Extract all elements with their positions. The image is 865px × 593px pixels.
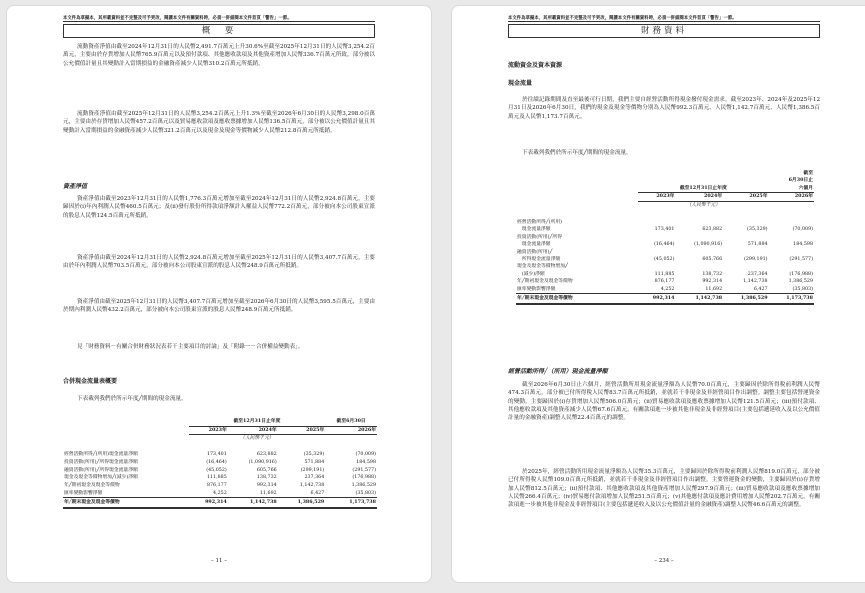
table-row — [516, 234, 814, 241]
table-row — [516, 271, 814, 278]
cell-value: (70,009) — [792, 227, 813, 233]
paragraph-6: 見「財務資料－有關合併財務狀況表若干主要項目的討論」及「附錄一－合併權益變動表」。 — [77, 344, 304, 350]
cell-value: (16,464) — [653, 242, 675, 248]
cell-value: (16,464) — [206, 459, 227, 465]
row-label: 匯率變動影響淨額 — [64, 490, 103, 496]
cell-value — [675, 219, 723, 226]
cell-value: 173,401 — [206, 452, 227, 458]
cell-value — [638, 263, 675, 270]
row-label: 年╱期末現金及現金等價物 — [63, 498, 189, 508]
cell-value: (35,803) — [355, 490, 376, 496]
row-label: 融資活動(所用)╱ — [517, 249, 553, 255]
cell-value: (35,803) — [792, 286, 813, 292]
cell-value: (70,009) — [355, 452, 376, 458]
year-header: 2025年 — [723, 193, 768, 201]
table-group-header: 截至12月31日止年度 — [189, 418, 326, 426]
cell-value — [675, 249, 723, 256]
row-label: 匯率變動影響淨額 — [517, 286, 556, 292]
cell-value: 1,386,529 — [351, 482, 376, 488]
cell-value: (299,191) — [743, 257, 768, 263]
cell-value: 1,173,738 — [769, 294, 814, 304]
cell-value: (35,329) — [303, 452, 325, 458]
cash-flow-table — [516, 170, 814, 305]
cell-value: (35,329) — [747, 227, 768, 233]
table-total-row — [63, 498, 377, 508]
paragraph-2: 下表載列我們於所示年度╱期間的現金流量。 — [522, 150, 632, 156]
cell-value: 571,884 — [747, 242, 768, 248]
cell-value — [769, 249, 814, 256]
row-label: 現金及現金等價物增加╱ — [517, 264, 568, 270]
cell-value: 605,766 — [702, 257, 723, 263]
cell-value: (45,052) — [653, 257, 675, 263]
cell-value: (1,090,916) — [248, 459, 277, 465]
cell-value — [638, 249, 675, 256]
cell-value — [638, 234, 675, 241]
cell-value: 4,252 — [213, 490, 227, 496]
header-rule — [63, 21, 375, 22]
cell-value: 11,692 — [705, 286, 723, 292]
cell-value: (291,577) — [789, 257, 813, 263]
cell-value — [723, 234, 768, 241]
year-header: 2024年 — [675, 193, 723, 201]
cell-value: 1,142,738 — [228, 498, 278, 508]
row-label: 現金流量淨額 — [517, 227, 551, 233]
cell-value: 876,177 — [654, 279, 675, 285]
table-row — [516, 241, 814, 248]
cell-value: 138,732 — [702, 271, 723, 277]
paragraph-3: 資產淨值由截至2023年12月31日的人民幣1,776.3百萬元增加至截至2024年12月31日的人民幣2,924.8百萬元，主要歸因於(i)年內利潤人民幣460.5百萬元；及(ii)發行股份所得款項淨額計入權益人民幣772.2百萬元，部分被向本公司股東宣派的股息人民幣124.5百萬元所抵銷。 — [63, 196, 375, 219]
row-label: 經營活動所得╱(所用) — [517, 220, 563, 226]
cell-value: 876,177 — [206, 482, 227, 488]
row-label: 投資活動(所用)╱所得現金流量淨額 — [64, 459, 138, 465]
heading-net-assets: 資產淨值 — [63, 183, 88, 190]
heading-operating-cash-flow: 經營活動所得╱（所用）現金流量淨額 — [508, 368, 608, 375]
cell-value: 111,885 — [206, 475, 227, 481]
last-header-line-3: 六個月 — [769, 185, 814, 193]
row-label: 現金流量淨額 — [517, 242, 551, 248]
table-row — [516, 256, 814, 263]
row-label: 經營活動所得╱(所用)現金流量淨額 — [64, 452, 138, 458]
paragraph-1: 於往績記錄期間及直至最後可行日期，我們主要自經營活動所得現金撥付現金需求。截至2023年、2024年及2025年12月31日及2026年6月30日，我們的現金及現金等價物分別為人民幣992.3百萬元、人民幣1,142.7百萬元、人民幣1,386.5百萬元及人民幣1,173.7百萬元。 — [508, 97, 820, 120]
page-right — [451, 5, 865, 583]
table-row — [63, 467, 377, 475]
cell-value — [675, 263, 723, 270]
cell-value: 992,314 — [189, 498, 228, 508]
cell-value: 992,314 — [702, 279, 723, 285]
last-header-line-1: 截至 — [803, 170, 813, 176]
last-header-line-2: 6月30日止 — [788, 177, 813, 184]
row-label: 所得現金流量淨額 — [517, 257, 561, 263]
cell-value: (299,191) — [300, 467, 325, 473]
year-header: 2023年 — [638, 193, 675, 201]
cell-value: 6,427 — [310, 490, 325, 496]
table-row — [516, 278, 814, 285]
cell-value: 237,364 — [304, 475, 325, 481]
cell-value: 1,173,738 — [325, 498, 377, 508]
cell-value: 1,142,738 — [743, 279, 768, 285]
cell-value: 1,386,529 — [278, 498, 326, 508]
cell-value — [769, 219, 814, 226]
paragraph-7: 下表載列我們於所示年度╱期間的現金流量。 — [77, 396, 187, 402]
unit-label: （人民幣千元） — [686, 202, 721, 208]
cell-value — [769, 263, 814, 270]
cell-value: (291,577) — [352, 467, 376, 473]
paragraph-5: 資產淨值由截至2025年12月31日的人民幣3,407.7百萬元增加至截至2026年6月30日的人民幣3,595.5百萬元，主要由於期內利潤人民幣432.2百萬元，部分被向本公司股東宣派的股息人民幣248.9百萬元所抵銷。 — [63, 299, 375, 314]
heading-cash-flows: 現金流量 — [508, 80, 533, 87]
year-header: 2026年 — [325, 426, 377, 435]
table-row — [516, 219, 814, 226]
cell-value: 173,401 — [654, 227, 675, 233]
cell-value: 184,598 — [793, 242, 813, 248]
cell-value: 571,884 — [304, 459, 325, 465]
table-row — [516, 263, 814, 270]
heading-cash-flow-summary: 合併現金流量表概要 — [63, 378, 118, 385]
table-last-header: 截至6月30日 — [325, 418, 377, 426]
paragraph-2: 流動資產淨值由截至2025年12月31日的人民幣3,254.2百萬元上升1.3%至截至2026年6月30日的人民幣3,298.0百萬元，主要由於存貨增加人民幣457.2百萬元以及貿易應收款項及應收票據增加人民幣136.5百萬元，部分被以公允價值計量且其變動計入當期損益的金融資產減少人民幣321.2百萬元以及現金及現金等價物減少人民幣212.8百萬元所抵銷。 — [63, 111, 375, 134]
row-label: 年╱期初現金及現金等價物 — [517, 279, 573, 285]
table-row — [63, 474, 377, 482]
cell-value — [769, 234, 814, 241]
table-row — [516, 249, 814, 256]
year-header: 2025年 — [278, 426, 326, 435]
page-header: 本文件為草擬本，其所載資料並不完整及可予更改，閱讀本文件有關資料時，必須一併細閱本文件首頁「警告」一節。 — [63, 16, 292, 21]
page-header: 本文件為草擬本，其所載資料並不完整及可予更改，閱讀本文件有關資料時，必須一併細閱本文件首頁「警告」一節。 — [508, 16, 737, 21]
cell-value: 184,598 — [356, 459, 376, 465]
page-number: – 11 – — [211, 558, 227, 564]
section-title: 概 要 — [63, 24, 375, 38]
paragraph-4: 於2025年，經營活動所用現金流量淨額為人民幣35.3百萬元，主要歸因於除所得稅前利潤人民幣819.0百萬元，部分被已付所得稅人民幣109.0百萬元所抵銷，並就若干非現金及非經營項目作出調整。主要營運資金的變動，主要歸因於(i)存貨增加人民幣812.5百萬元；(ii)預付款項、其他應收款項及其他資產增加人民幣297.9百萬元；(iii)貿易應收款項及應收票據增加人民幣266.4百萬元；(iv)貿易應付款項增加人民幣251.5百萬元；(v)其他應付款項及應計費用增加人民幣202.7百萬元，有關款項進一步被其他非現金及非經營項目(主要包括遞延收入及以公允價值計量的金融資產)調整人民幣46.6百萬元的調整。 — [508, 469, 820, 509]
cell-value: 237,364 — [747, 271, 768, 277]
cell-value: 138,732 — [256, 475, 277, 481]
row-label: 年╱期末現金及現金等價物 — [516, 294, 638, 304]
table-row — [63, 451, 377, 459]
table-row — [63, 490, 377, 498]
cell-value: 4,252 — [660, 286, 675, 292]
cell-value — [723, 263, 768, 270]
year-header: 2026年 — [769, 193, 814, 201]
heading-liquidity: 流動資金及資本資源 — [508, 62, 563, 69]
paragraph-1: 流動資產淨值由截至2024年12月31日的人民幣2,491.7百萬元上升30.6%至截至2025年12月31日的人民幣3,254.2百萬元，主要由於存貨增加人民幣765.9百萬元以及預付款項、其他應收款項及其他資產增加人民幣336.7百萬元所致，部分被以公允價值計量且其變動計入當期損益的金融資產減少人民幣310.2百萬元所抵銷。 — [63, 44, 375, 67]
cell-value — [675, 234, 723, 241]
header-rule — [508, 21, 820, 22]
table-row — [516, 226, 814, 233]
section-title: 財務資料 — [508, 24, 820, 38]
page-left — [6, 5, 432, 583]
paragraph-3: 截至2026年6月30日止六個月，經營活動所用現金流量淨額為人民幣70.0百萬元，主要歸因於除所得稅前利潤人民幣474.3百萬元，部分被已付所得稅人民幣83.7百萬元所抵銷，並就若干非現金及非經營項目作出調整。調整主要包括營運資金的變動，主要歸因於(i)存貨增加人民幣506.0百萬元；(ii)貿易應收款項及應收票據增加人民幣121.5百萬元；(iii)預付款項、其他應收款項及其他資產減少人民幣67.6百萬元，有關款項進一步被其他非現金及非經營項目(主要包括遞延收入及以公允價值計量的金融資產)調整人民幣22.4百萬元的調整。 — [508, 382, 820, 422]
table-row — [516, 286, 814, 294]
row-label: 融資活動(所用)╱所得現金流量淨額 — [64, 467, 138, 473]
cell-value: 992,314 — [638, 294, 675, 304]
cell-value: 605,766 — [256, 467, 277, 473]
unit-label: （人民幣千元） — [240, 436, 274, 442]
cell-value: 1,142,738 — [675, 294, 723, 304]
cell-value — [638, 219, 675, 226]
cell-value: 1,386,529 — [788, 279, 813, 285]
row-label: 投資活動(所用)╱所得 — [517, 234, 563, 240]
cell-value: 111,885 — [654, 271, 675, 277]
cell-value: 11,692 — [259, 490, 277, 496]
cell-value: 1,386,529 — [723, 294, 768, 304]
year-header: 2023年 — [189, 426, 228, 435]
paragraph-4: 資產淨值由截至2024年12月31日的人民幣2,924.8百萬元增加至截至2025年12月31日的人民幣3,407.7百萬元，主要由於年內利潤人民幣703.5百萬元，部分被向本公司股東宣派的股息人民幣248.9百萬元所抵銷。 — [63, 255, 375, 270]
cell-value: 623,882 — [256, 452, 277, 458]
year-header: 2024年 — [228, 426, 278, 435]
row-label: (減少)淨額 — [517, 271, 545, 277]
cell-value: 6,427 — [753, 286, 768, 292]
row-label: 年╱期初現金及現金等價物 — [64, 482, 120, 488]
cell-value: 623,882 — [702, 227, 723, 233]
row-label: 現金及現金等價物增加╱(減少)淨額 — [64, 475, 138, 481]
cell-value: (45,052) — [206, 467, 227, 473]
cell-value: (176,988) — [352, 475, 376, 481]
table-row — [63, 482, 377, 490]
cell-value: (1,090,916) — [694, 242, 723, 248]
table-row — [63, 459, 377, 467]
page-number: – 234 – — [654, 558, 674, 564]
table-group-header: 截至12月31日止年度 — [638, 185, 769, 193]
table-total-row — [516, 294, 814, 304]
cash-flow-table — [63, 418, 377, 509]
cell-value — [723, 249, 768, 256]
cell-value: 1,142,738 — [299, 482, 325, 488]
cell-value: 992,314 — [256, 482, 277, 488]
cell-value — [723, 219, 768, 226]
cell-value: (176,988) — [789, 271, 813, 277]
